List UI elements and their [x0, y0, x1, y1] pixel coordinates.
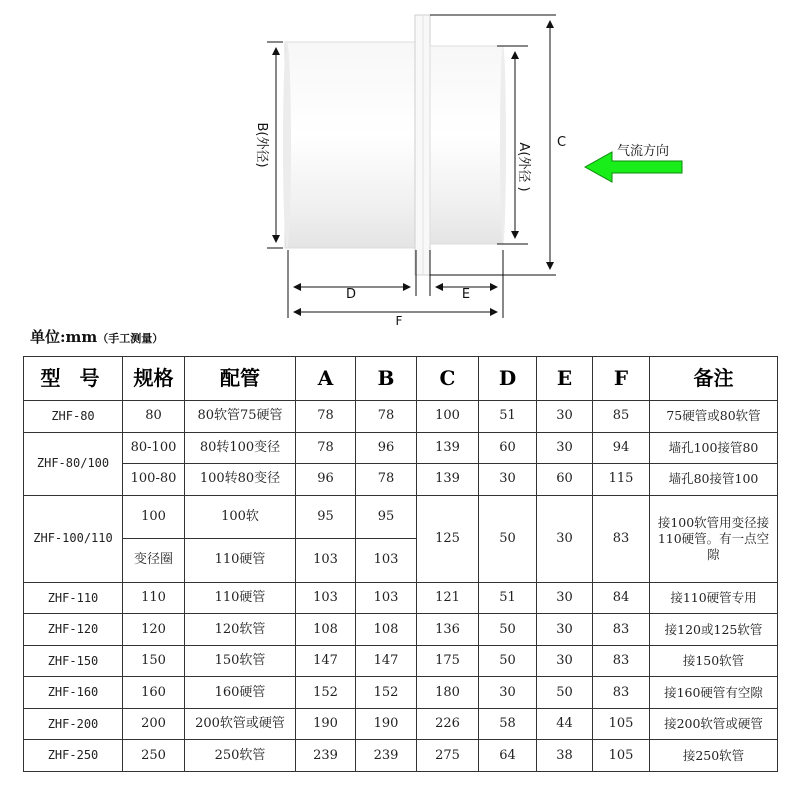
cell-a: 78 — [296, 401, 356, 433]
cell-model: ZHF-80/100 — [24, 432, 123, 495]
label-b: B(外径) — [254, 122, 269, 168]
cell-note: 接200软管或硬管 — [650, 708, 778, 740]
header-model: 型 号 — [24, 357, 123, 401]
cell-d: 30 — [479, 464, 537, 496]
table-row — [24, 645, 778, 677]
cell-c: 139 — [417, 464, 479, 496]
airflow-label: 气流方向 — [617, 144, 670, 159]
cell-spec: 变径圈 — [123, 539, 185, 583]
dimension-diagram — [0, 0, 800, 330]
header-a: A — [296, 357, 356, 401]
cell-model: ZHF-250 — [24, 740, 123, 772]
cell-e: 30 — [537, 645, 593, 677]
cell-spec: 150 — [123, 645, 185, 677]
cell-b: 95 — [356, 495, 417, 539]
cell-model: ZHF-160 — [24, 677, 123, 709]
cell-model: ZHF-80 — [24, 401, 123, 433]
dimension-d — [288, 250, 416, 318]
cell-c: 226 — [417, 708, 479, 740]
cell-pipe: 100转80变径 — [185, 464, 296, 496]
cell-note: 墙孔80接管100 — [650, 464, 778, 496]
cell-c: 175 — [417, 645, 479, 677]
cell-pipe: 80转100变径 — [185, 432, 296, 464]
cell-b: 190 — [356, 708, 417, 740]
cell-pipe: 150软管 — [185, 645, 296, 677]
cell-f: 83 — [593, 495, 650, 582]
cell-b: 147 — [356, 645, 417, 677]
cell-f: 115 — [593, 464, 650, 496]
cell-note: 接100软管用变径接110硬管。有一点空隙 — [650, 495, 778, 582]
unit-note: （手工测量） — [97, 332, 164, 345]
cell-d: 50 — [479, 614, 537, 646]
cell-spec: 100 — [123, 495, 185, 539]
cell-a: 147 — [296, 645, 356, 677]
cell-note: 接110硬管专用 — [650, 582, 778, 614]
cell-spec: 80-100 — [123, 432, 185, 464]
cell-model: ZHF-110 — [24, 582, 123, 614]
cell-d: 51 — [479, 582, 537, 614]
cell-d: 50 — [479, 495, 537, 582]
cell-b: 103 — [356, 539, 417, 583]
cell-b: 108 — [356, 614, 417, 646]
cell-b: 239 — [356, 740, 417, 772]
cell-e: 50 — [537, 677, 593, 709]
cell-a: 95 — [296, 495, 356, 539]
table-row — [24, 582, 778, 614]
cell-c: 180 — [417, 677, 479, 709]
cell-pipe: 250软管 — [185, 740, 296, 772]
cell-f: 83 — [593, 677, 650, 709]
unit-line — [30, 326, 163, 347]
table-row — [24, 677, 778, 709]
cell-spec: 200 — [123, 708, 185, 740]
label-c: C — [557, 135, 567, 150]
cell-a: 96 — [296, 464, 356, 496]
cell-note: 接120或125软管 — [650, 614, 778, 646]
cell-note: 墙孔100接管80 — [650, 432, 778, 464]
cell-pipe: 120软管 — [185, 614, 296, 646]
cell-e: 38 — [537, 740, 593, 772]
cell-spec: 160 — [123, 677, 185, 709]
dimension-e — [430, 250, 503, 318]
table-row — [24, 464, 778, 496]
spec-table — [23, 356, 778, 772]
cell-c: 125 — [417, 495, 479, 582]
cell-b: 152 — [356, 677, 417, 709]
header-d: D — [479, 357, 537, 401]
cell-d: 58 — [479, 708, 537, 740]
cell-a: 190 — [296, 708, 356, 740]
cell-f: 105 — [593, 740, 650, 772]
cell-e: 30 — [537, 401, 593, 433]
cell-model: ZHF-150 — [24, 645, 123, 677]
cell-a: 103 — [296, 582, 356, 614]
cell-b: 96 — [356, 432, 417, 464]
cell-f: 94 — [593, 432, 650, 464]
cell-f: 85 — [593, 401, 650, 433]
cell-pipe: 160硬管 — [185, 677, 296, 709]
cell-spec: 100-80 — [123, 464, 185, 496]
pipe-connector-part — [283, 15, 506, 275]
table-row — [24, 495, 778, 539]
table-header-row — [24, 357, 778, 401]
cell-b: 78 — [356, 401, 417, 433]
table-row — [24, 614, 778, 646]
header-spec: 规格 — [123, 357, 185, 401]
cell-c: 275 — [417, 740, 479, 772]
label-f: F — [395, 314, 403, 328]
header-f: F — [593, 357, 650, 401]
cell-spec: 80 — [123, 401, 185, 433]
cell-e: 30 — [537, 495, 593, 582]
table-row — [24, 432, 778, 464]
cell-f: 83 — [593, 614, 650, 646]
label-d: D — [345, 287, 357, 302]
cell-f: 83 — [593, 645, 650, 677]
cell-spec: 250 — [123, 740, 185, 772]
cell-d: 50 — [479, 645, 537, 677]
cell-note: 接250软管 — [650, 740, 778, 772]
header-e: E — [537, 357, 593, 401]
unit-label: 单位:mm — [30, 328, 98, 346]
cell-c: 139 — [417, 432, 479, 464]
header-pipe: 配管 — [185, 357, 296, 401]
label-a: A(外径 ) — [516, 142, 531, 192]
cell-d: 30 — [479, 677, 537, 709]
cell-e: 60 — [537, 464, 593, 496]
header-b: B — [356, 357, 417, 401]
cell-model: ZHF-120 — [24, 614, 123, 646]
cell-c: 100 — [417, 401, 479, 433]
cell-d: 51 — [479, 401, 537, 433]
cell-a: 239 — [296, 740, 356, 772]
cell-e: 30 — [537, 614, 593, 646]
label-e: E — [461, 287, 471, 302]
cell-pipe: 80软管75硬管 — [185, 401, 296, 433]
cell-note: 接150软管 — [650, 645, 778, 677]
cell-a: 152 — [296, 677, 356, 709]
cell-d: 64 — [479, 740, 537, 772]
cell-c: 136 — [417, 614, 479, 646]
cell-e: 30 — [537, 582, 593, 614]
table-row — [24, 401, 778, 433]
cell-a: 103 — [296, 539, 356, 583]
cell-note: 75硬管或80软管 — [650, 401, 778, 433]
header-note: 备注 — [650, 357, 778, 401]
cell-pipe: 110硬管 — [185, 539, 296, 583]
cell-e: 44 — [537, 708, 593, 740]
cell-e: 30 — [537, 432, 593, 464]
cell-pipe: 200软管或硬管 — [185, 708, 296, 740]
cell-c: 121 — [417, 582, 479, 614]
cell-a: 78 — [296, 432, 356, 464]
cell-a: 108 — [296, 614, 356, 646]
cell-model: ZHF-100/110 — [24, 495, 123, 582]
cell-b: 78 — [356, 464, 417, 496]
cell-spec: 120 — [123, 614, 185, 646]
cell-note: 接160硬管有空隙 — [650, 677, 778, 709]
cell-b: 103 — [356, 582, 417, 614]
cell-d: 60 — [479, 432, 537, 464]
cell-f: 105 — [593, 708, 650, 740]
cell-pipe: 100软 — [185, 495, 296, 539]
cell-spec: 110 — [123, 582, 185, 614]
cell-f: 84 — [593, 582, 650, 614]
cell-model: ZHF-200 — [24, 708, 123, 740]
table-row — [24, 708, 778, 740]
header-c: C — [417, 357, 479, 401]
cell-pipe: 110硬管 — [185, 582, 296, 614]
table-row — [24, 740, 778, 772]
